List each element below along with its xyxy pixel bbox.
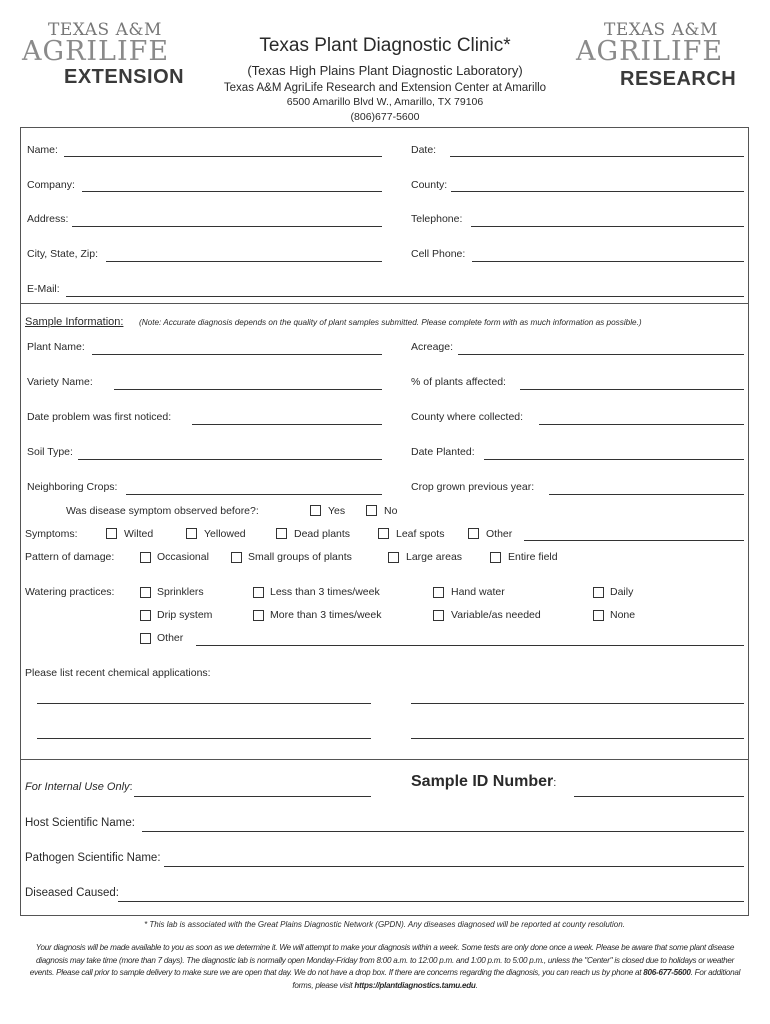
sample-id-field[interactable] <box>574 796 744 797</box>
gpdn-note: * This lab is associated with the Great Plains Diagnostic Network (GPDN). Any diseases diagnosed will be reported at county resolution. <box>144 920 625 929</box>
internal-use-colon: : <box>129 781 133 793</box>
center-address: 6500 Amarillo Blvd W., Amarillo, TX 79106 <box>286 96 484 108</box>
sprinklers-label: Sprinklers <box>157 586 204 598</box>
plant-name-field[interactable] <box>92 354 382 355</box>
chemical-line-2b[interactable] <box>411 738 744 739</box>
large-areas-label: Large areas <box>406 551 463 563</box>
chemical-label: Please list recent chemical applications: <box>25 667 211 679</box>
symptom-question: Was disease symptom observed before?: <box>66 505 259 517</box>
soil-label: Soil Type: <box>27 446 73 458</box>
diseased-field[interactable] <box>118 901 744 902</box>
pathogen-field[interactable] <box>164 866 744 867</box>
variable-checkbox[interactable] <box>433 610 444 621</box>
center-name: Texas A&M AgriLife Research and Extension Center at Amarillo <box>223 82 547 94</box>
no-checkbox[interactable] <box>366 505 377 516</box>
logo-left-mid: AGRILIFE <box>22 36 170 67</box>
internal-use-text: For Internal Use Only <box>25 781 130 793</box>
occasional-label: Occasional <box>157 551 209 563</box>
footer-paragraph <box>26 942 744 992</box>
prev-crop-field[interactable] <box>549 494 744 495</box>
email-label: E-Mail: <box>27 283 60 295</box>
none-label: None <box>610 609 636 621</box>
more-than-3-label: More than 3 times/week <box>270 609 382 621</box>
small-groups-label: Small groups of plants <box>248 551 352 563</box>
host-label: Host Scientific Name: <box>25 817 135 829</box>
city-label: City, State, Zip: <box>27 248 98 260</box>
occasional-checkbox[interactable] <box>140 552 151 563</box>
telephone-field[interactable] <box>471 226 744 227</box>
yellowed-label: Yellowed <box>204 528 246 540</box>
watering-other-field[interactable] <box>196 645 744 646</box>
internal-use-label <box>25 781 133 793</box>
prev-crop-label: Crop grown previous year: <box>411 481 535 493</box>
footer-phone: 806-677-5600 <box>643 968 691 977</box>
none-checkbox[interactable] <box>593 610 604 621</box>
symptom-other-label: Other <box>486 528 513 540</box>
neighboring-field[interactable] <box>126 494 382 495</box>
footer-text-2: . For additional forms, please visit <box>292 968 741 990</box>
plant-name-label: Plant Name: <box>27 341 85 353</box>
city-field[interactable] <box>106 261 382 262</box>
footer-url-link[interactable]: https://plantdiagnostics.tamu.edu <box>354 980 476 990</box>
yes-label: Yes <box>328 505 346 517</box>
acreage-label: Acreage: <box>411 341 454 353</box>
name-label: Name: <box>27 144 58 156</box>
date-planted-field[interactable] <box>484 459 744 460</box>
soil-field[interactable] <box>78 459 382 460</box>
entire-field-label: Entire field <box>508 551 558 563</box>
variety-label: Variety Name: <box>27 376 93 388</box>
symptom-other-checkbox[interactable] <box>468 528 479 539</box>
pathogen-label: Pathogen Scientific Name: <box>25 852 161 864</box>
section-divider <box>20 303 749 304</box>
pct-affected-label: % of plants affected: <box>411 376 506 388</box>
wilted-checkbox[interactable] <box>106 528 117 539</box>
sample-id-text: Sample ID Number <box>411 773 554 790</box>
less-than-3-checkbox[interactable] <box>253 587 264 598</box>
host-field[interactable] <box>142 831 744 832</box>
footer-text-3: . <box>475 980 478 990</box>
logo-right-mid: AGRILIFE <box>576 36 724 67</box>
yes-checkbox[interactable] <box>310 505 321 516</box>
pct-affected-field[interactable] <box>520 389 744 390</box>
daily-checkbox[interactable] <box>593 587 604 598</box>
sample-heading: Sample Information: <box>25 316 124 328</box>
leaf-spots-label: Leaf spots <box>396 528 445 540</box>
dead-plants-label: Dead plants <box>294 528 351 540</box>
telephone-label: Telephone: <box>411 213 463 225</box>
logo-left-top: TEXAS A&M <box>48 20 162 40</box>
date-noticed-field[interactable] <box>192 424 382 425</box>
company-field[interactable] <box>82 191 382 192</box>
drip-checkbox[interactable] <box>140 610 151 621</box>
diseased-label: Diseased Caused: <box>25 887 119 899</box>
cell-label: Cell Phone: <box>411 248 466 260</box>
acreage-field[interactable] <box>458 354 744 355</box>
date-field[interactable] <box>450 156 744 157</box>
chemical-line-1b[interactable] <box>411 703 744 704</box>
county-collected-field[interactable] <box>539 424 744 425</box>
small-groups-checkbox[interactable] <box>231 552 242 563</box>
variable-label: Variable/as needed <box>451 609 541 621</box>
county-label: County: <box>411 179 448 191</box>
leaf-spots-checkbox[interactable] <box>378 528 389 539</box>
date-noticed-label: Date problem was first noticed: <box>27 411 172 423</box>
form-border <box>20 127 749 916</box>
no-label: No <box>384 505 398 517</box>
page-title: Texas Plant Diagnostic Clinic* <box>259 35 511 56</box>
drip-label: Drip system <box>157 609 213 621</box>
watering-other-checkbox[interactable] <box>140 633 151 644</box>
symptom-other-field[interactable] <box>524 540 744 541</box>
symptoms-label: Symptoms: <box>25 528 78 540</box>
entire-field-checkbox[interactable] <box>490 552 501 563</box>
chemical-line-1a[interactable] <box>37 703 371 704</box>
center-phone: (806)677-5600 <box>350 111 420 123</box>
wilted-label: Wilted <box>124 528 154 540</box>
email-field[interactable] <box>66 296 744 297</box>
name-field[interactable] <box>64 156 382 157</box>
county-collected-label: County where collected: <box>411 411 524 423</box>
watering-label: Watering practices: <box>25 586 115 598</box>
pattern-label: Pattern of damage: <box>25 551 115 563</box>
logo-right-top: TEXAS A&M <box>604 20 718 40</box>
page-subtitle: (Texas High Plains Plant Diagnostic Laboratory) <box>247 63 523 78</box>
hand-water-label: Hand water <box>451 586 505 598</box>
date-label: Date: <box>411 144 437 156</box>
agrilife-research-logo <box>576 20 751 92</box>
less-than-3-label: Less than 3 times/week <box>270 586 380 598</box>
cell-field[interactable] <box>472 261 744 262</box>
address-field[interactable] <box>72 226 382 227</box>
yellowed-checkbox[interactable] <box>186 528 197 539</box>
neighboring-label: Neighboring Crops: <box>27 481 118 493</box>
date-planted-label: Date Planted: <box>411 446 475 458</box>
large-areas-checkbox[interactable] <box>388 552 399 563</box>
sample-id-label <box>411 773 556 791</box>
company-label: Company: <box>27 179 75 191</box>
sample-id-colon: : <box>553 777 557 789</box>
address-label: Address: <box>27 213 69 225</box>
more-than-3-checkbox[interactable] <box>253 610 264 621</box>
watering-other-label: Other <box>157 632 184 644</box>
sprinklers-checkbox[interactable] <box>140 587 151 598</box>
chemical-line-2a[interactable] <box>37 738 371 739</box>
county-field[interactable] <box>451 191 744 192</box>
logo-left-bottom: EXTENSION <box>64 66 185 88</box>
internal-divider <box>20 759 749 760</box>
logo-right-bottom: RESEARCH <box>620 68 737 90</box>
daily-label: Daily <box>610 586 634 598</box>
dead-plants-checkbox[interactable] <box>276 528 287 539</box>
agrilife-extension-logo <box>22 20 197 90</box>
internal-use-field[interactable] <box>134 796 371 797</box>
hand-water-checkbox[interactable] <box>433 587 444 598</box>
sample-note: (Note: Accurate diagnosis depends on the quality of plant samples submitted. Please complete form with as much information as possible.) <box>139 318 642 327</box>
variety-field[interactable] <box>114 389 382 390</box>
footer-text-1: Your diagnosis will be made available to you as soon as we determine it. We will attempt to make your diagnosis within a week. Some tests are only done once a week. Please be aware that some plant disease diagnosis may take time (more than 7 days). The diagnostic lab is normally open Monday-Friday from 8:00 a.m. to 12:00 p.m. and 1:00 p.m. to 5:00 p.m., unless the "Center" is closed due to holidays or weather events. Please call prior to sample delivery to make sure we are open that day. We do not have a drop box. If there are concerns regarding the diagnosis, you can reach us by phone at <box>29 943 735 977</box>
